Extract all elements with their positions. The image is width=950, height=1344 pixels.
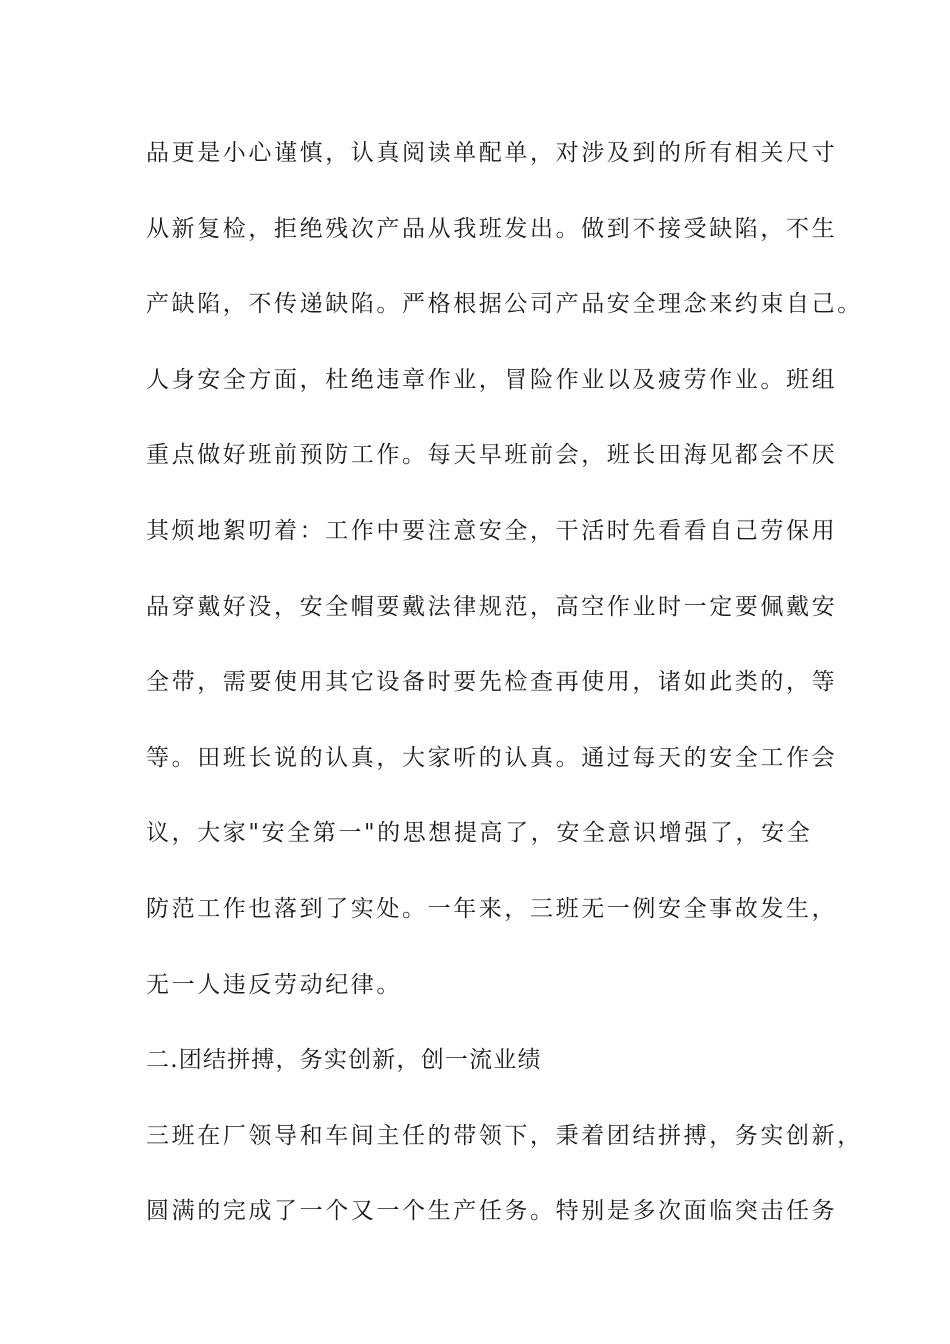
text-line: 从新复检，拒绝残次产品从我班发出。做到不接受缺陷，不生: [146, 215, 838, 242]
text-line: 产缺陷，不传递缺陷。严格根据公司产品安全理念来约束自己。: [146, 291, 863, 318]
document-body: [146, 133, 863, 1267]
section-heading: 二.团结拼搏，务实创新，创一流业绩: [146, 1047, 542, 1074]
text-line: 重点做好班前预防工作。每天早班前会，班长田海见都会不厌: [146, 442, 838, 469]
text-line: 议，大家"安全第一"的思想提高了，安全意识增强了，安全: [146, 820, 813, 847]
text-line: 防范工作也落到了实处。一年来，三班无一例安全事故发生，: [146, 895, 838, 922]
text-line: 全带，需要使用其它设备时要先检查再使用，诸如此类的，等: [146, 669, 838, 696]
text-line: 等。田班长说的认真，大家听的认真。通过每天的安全工作会: [146, 744, 838, 771]
text-line: 人身安全方面，杜绝违章作业，冒险作业以及疲劳作业。班组: [146, 366, 838, 393]
text-line: 品穿戴好没，安全帽要戴法律规范，高空作业时一定要佩戴安: [146, 593, 838, 620]
text-line: 无一人违反劳动纪律。: [146, 971, 402, 998]
text-line: 三班在厂领导和车间主任的带领下，秉着团结拼搏，务实创新，: [146, 1122, 863, 1149]
text-line: 品更是小心谨慎，认真阅读单配单，对涉及到的所有相关尺寸: [146, 140, 838, 166]
text-line: 其烦地絮叨着：工作中要注意安全，干活时先看看自己劳保用: [146, 517, 838, 544]
text-line: 圆满的完成了一个又一个生产任务。特别是多次面临突击任务: [146, 1198, 838, 1225]
